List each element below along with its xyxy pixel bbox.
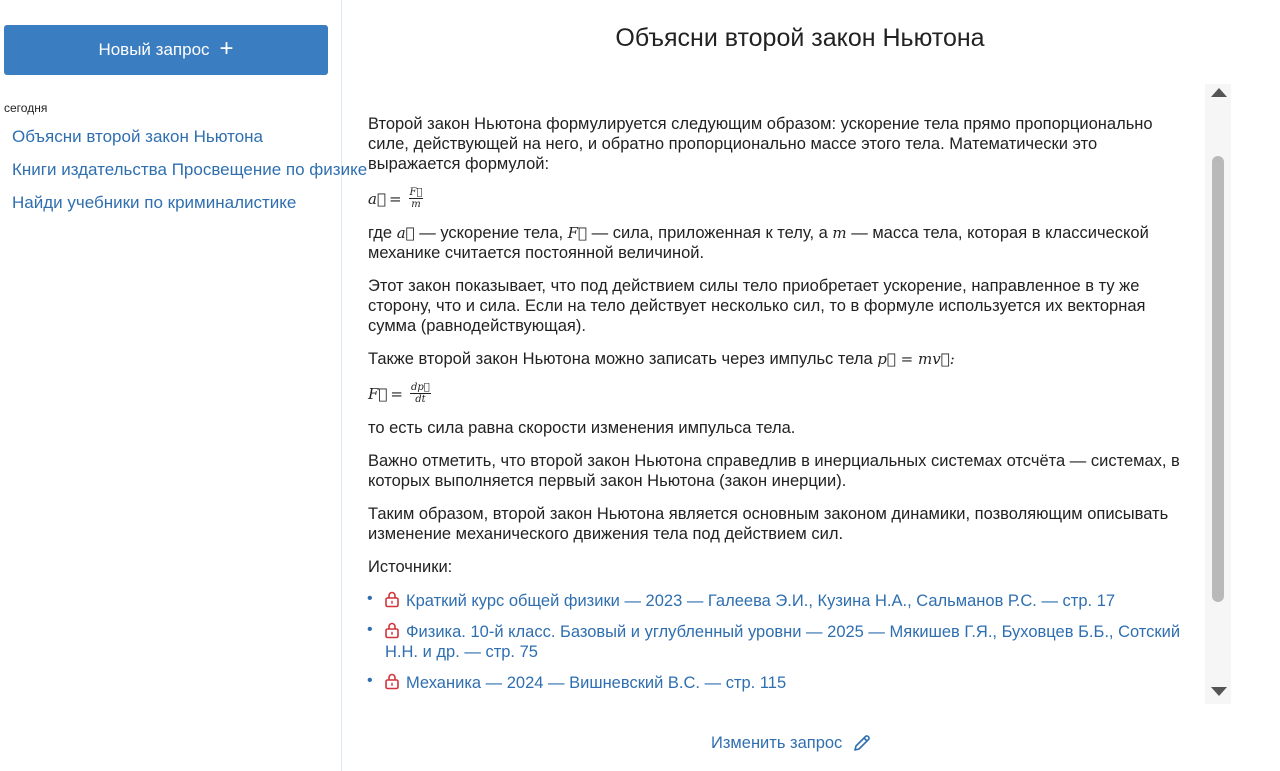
scroll-down-arrow-icon[interactable] [1211, 687, 1227, 696]
lock-icon [385, 622, 399, 638]
lock-icon [385, 673, 399, 689]
pencil-icon [852, 733, 872, 753]
edit-request-label: Изменить запрос [711, 733, 843, 752]
answer-content [368, 114, 1188, 704]
main-panel [342, 0, 1280, 771]
answer-scroll-area[interactable] [342, 84, 1232, 704]
math-eq: = [388, 189, 402, 208]
history-item[interactable]: Книги издательства Просвещение по физике [12, 160, 368, 179]
scrollbar-thumb[interactable] [1212, 156, 1224, 602]
source-item[interactable] [368, 591, 1188, 611]
new-request-label: Новый запрос [98, 40, 210, 59]
answer-paragraph: Этот закон показывает, что под действием силы тело приобретает ускорение, направленное в ту же сторону, что и сила. Если на тело действует несколько сил, то в формуле используется их векторная сумма (равнодействующая). [368, 277, 1146, 335]
history-item[interactable]: Объясни второй закон Ньютона [12, 127, 264, 146]
bullet: • [367, 590, 373, 607]
fraction-denominator: m [411, 199, 421, 210]
fraction-numerator: dp⃗ [411, 382, 430, 393]
source-link[interactable]: Краткий курс общей физики — 2023 — Галеева Э.И., Кузина Н.А., Сальманов Р.С. — стр. 17 [406, 592, 1116, 610]
scroll-up-arrow-icon[interactable] [1211, 88, 1227, 97]
answer-paragraph: Второй закон Ньютона формулируется следующим образом: ускорение тела прямо пропорционально силе, действующей на него, и обратно пропорционально массе этого тела. Математически это выражается формулой: [368, 115, 1153, 173]
answer-paragraph [368, 349, 1188, 369]
sources-list [368, 591, 1188, 693]
sources-label: Источники: [368, 558, 453, 576]
source-item[interactable] [368, 622, 1188, 662]
history-item[interactable]: Найди учебники по криминалистике [12, 193, 297, 212]
bullet: • [367, 621, 373, 638]
text: — ускорение тела, [419, 224, 564, 242]
math-F: F⃗ [567, 224, 588, 242]
math-momentum: p⃗ = mv⃗: [877, 350, 955, 368]
formula-momentum [368, 382, 1188, 405]
fraction [409, 187, 424, 210]
answer-paragraph: то есть сила равна скорости изменения импульса тела. [368, 419, 796, 437]
fraction [410, 382, 431, 405]
source-link[interactable]: Механика — 2024 — Вишневский В.С. — стр. 115 [406, 674, 787, 692]
text: Также второй закон Ньютона можно записать через импульс тела [368, 350, 873, 368]
math-a: a⃗ [368, 189, 386, 208]
answer-paragraph [368, 223, 1188, 263]
answer-paragraph: Важно отметить, что второй закон Ньютона справедлив в инерциальных системах отсчёта — системах, в которых выполняется первый закон Ньютона (закон инерции). [368, 452, 1180, 490]
history-section-label: сегодня [4, 101, 48, 115]
answer-paragraph: Таким образом, второй закон Ньютона является основным законом динамики, позволяющим описывать изменение механического движения тела под действием сил. [368, 505, 1169, 543]
history-list [12, 124, 368, 223]
text: — масса тела, которая в классической механике считается постоянной величиной. [368, 224, 1149, 262]
fraction-numerator: F⃗ [409, 187, 423, 198]
text: — сила, приложенная к телу, а [591, 224, 828, 242]
edit-request-button[interactable] [711, 733, 872, 753]
lock-icon [385, 591, 399, 607]
bullet: • [367, 672, 373, 689]
math-a: a⃗ [396, 224, 415, 242]
source-item[interactable] [368, 673, 1188, 693]
text: где [368, 224, 393, 242]
fraction-denominator: dt [415, 394, 426, 405]
math-F: F⃗ [368, 384, 388, 403]
source-link[interactable]: Физика. 10-й класс. Базовый и углубленный уровни — 2025 — Мякишев Г.Я., Буховцев Б.Б., Сотский Н.Н. и др. — стр. 75 [385, 623, 1181, 661]
new-request-button[interactable] [4, 25, 328, 75]
math-eq: = [390, 384, 403, 403]
vertical-scrollbar[interactable] [1205, 84, 1231, 704]
plus-icon: + [219, 35, 234, 62]
formula-acceleration [368, 187, 1188, 210]
math-m: m [832, 224, 847, 242]
page-title: Объясни второй закон Ньютона [615, 24, 985, 52]
sidebar [0, 0, 368, 771]
